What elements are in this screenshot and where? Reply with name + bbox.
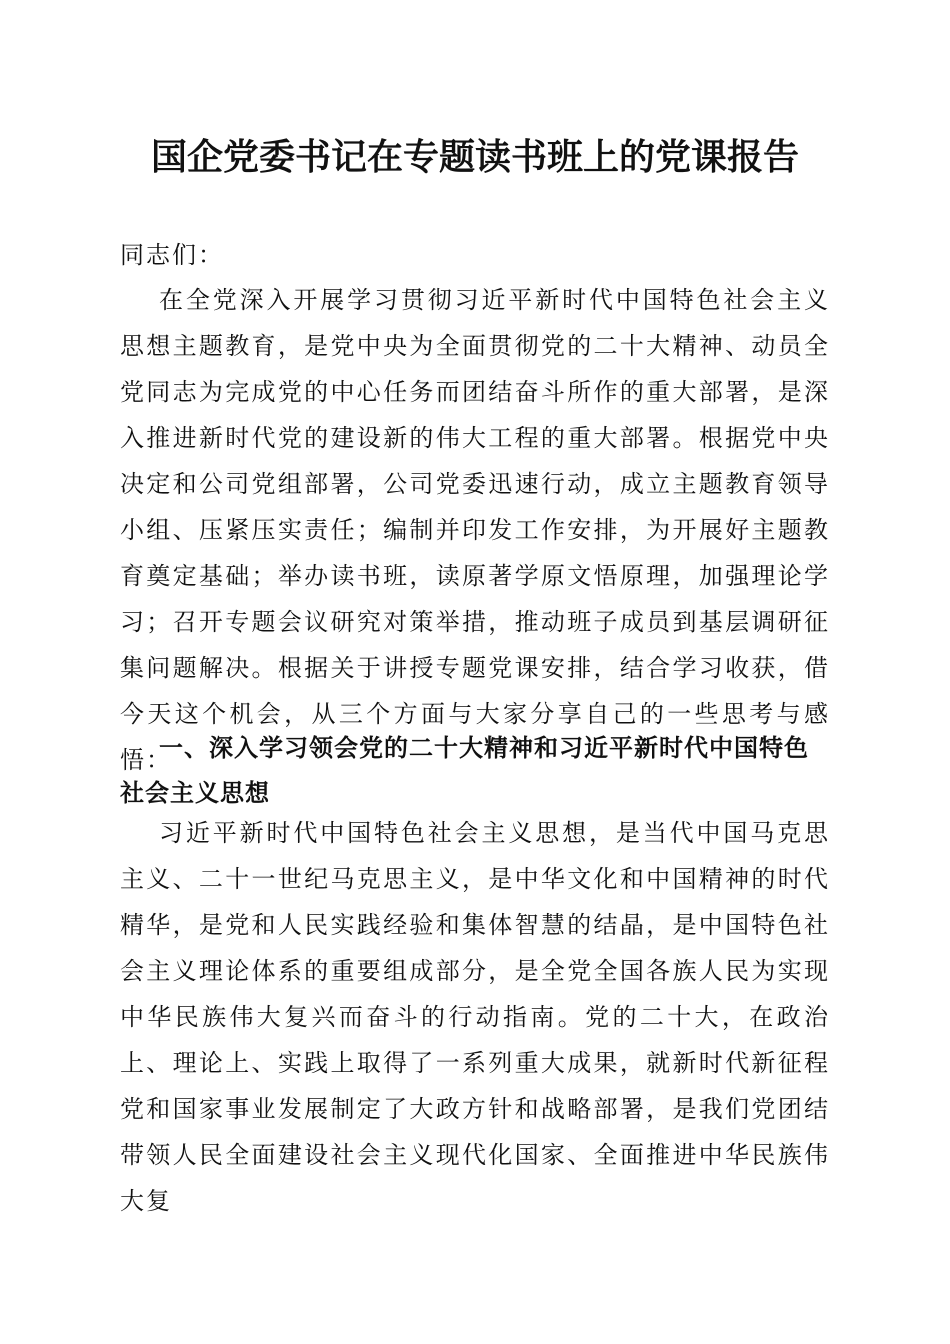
- document-title: 国企党委书记在专题读书班上的党课报告: [150, 137, 799, 178]
- intro-paragraph: 在全党深入开展学习贯彻习近平新时代中国特色社会主义思想主题教育，是党中央为全面贯彻党的二十大精神、动员全党同志为完成党的中心任务而团结奋斗所作的重大部署，是深入推进新时代党的建设新的伟大工程的重大部署。根据党中央决定和公司党组部署，公司党委迅速行动，成立主题教育领导小组、压紧压实责任；编制并印发工作安排，为开展好主题教育奠定基础；举办读书班，读原著学原文悟原理，加强理论学习；召开专题会议研究对策举措，推动班子成员到基层调研征集问题解决。根据关于讲授专题党课安排，结合学习收获，借今天这个机会，从三个方面与大家分享自己的一些思考与感悟：: [120, 286, 830, 774]
- section-1-paragraph: 习近平新时代中国特色社会主义思想，是当代中国马克思主义、二十一世纪马克思主义，是中华文化和中国精神的时代精华，是党和人民实践经验和集体智慧的结晶，是中国特色社会主义理论体系的重要组成部分，是全党全国各族人民为实现中华民族伟大复兴而奋斗的行动指南。党的二十大，在政治上、理论上、实践上取得了一系列重大成果，就新时代新征程党和国家事业发展制定了大政方针和战略部署，是我们党团结带领人民全面建设社会主义现代化国家、全面推进中华民族伟大复: [120, 819, 830, 1215]
- salutation: 同志们：: [120, 241, 224, 269]
- section-heading-1: 一、深入学习领会党的二十大精神和习近平新时代中国特色社会主义思想: [120, 734, 809, 807]
